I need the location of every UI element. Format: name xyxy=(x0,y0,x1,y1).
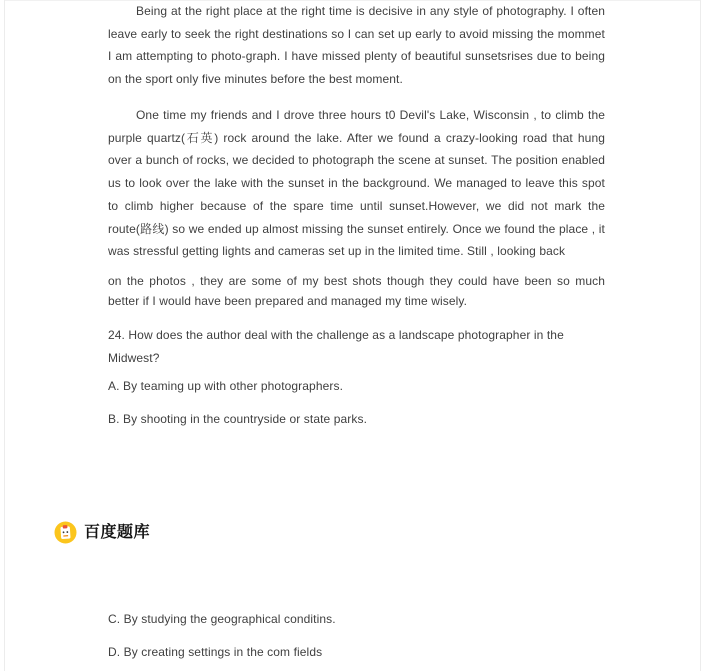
passage-paragraph-2: One time my friends and I drove three hours t0 Devil's Lake, Wisconsin , to climb the purple quartz(石英) rock around the lake. After we found a crazy-looking road that hung over a bunch of rocks, we decided to photograph the scene at sunset. The position enabled us to look over the lake with the sunset in the background. We managed to leave this spot to climb higher because of the spare time until sunset.However, we did not mark the route(路线) so we ended up almost missing the sunset entirely. Once we found the place , it was stressful getting lights and cameras set up in the limited time. Still , looking back xyxy=(108,108,605,259)
passage-paragraph-3: on the photos , they are some of my best shots though they could have been so much better if I would have been prepared and managed my time wisely. xyxy=(108,274,605,308)
baidu-tiku-wordmark: 百度题库 xyxy=(84,524,151,541)
page-border-right xyxy=(700,0,701,671)
passage-paragraph-1: Being at the right place at the right time is decisive in any style of photography. I often leave early to seek the right destinations so I can set up early to avoid missing the mommet I am attempting to photo-graph. I have missed plenty of beautiful sunsetsrises due to being on the sport only five minutes before the best moment. xyxy=(108,4,605,87)
page-border-left xyxy=(4,0,5,671)
question-24: 24. How does the author deal with the challenge as a landscape photographer in the Midwest? xyxy=(108,328,564,365)
option-c: C. By studying the geographical conditins. xyxy=(108,612,336,626)
option-a: A. By teaming up with other photographers. xyxy=(108,379,344,393)
option-d: D. By creating settings in the com fields xyxy=(108,645,323,659)
option-b: B. By shooting in the countryside or state parks. xyxy=(108,412,368,426)
baidu-tiku-icon xyxy=(54,521,77,544)
baidu-tiku-logo[interactable] xyxy=(54,521,150,544)
